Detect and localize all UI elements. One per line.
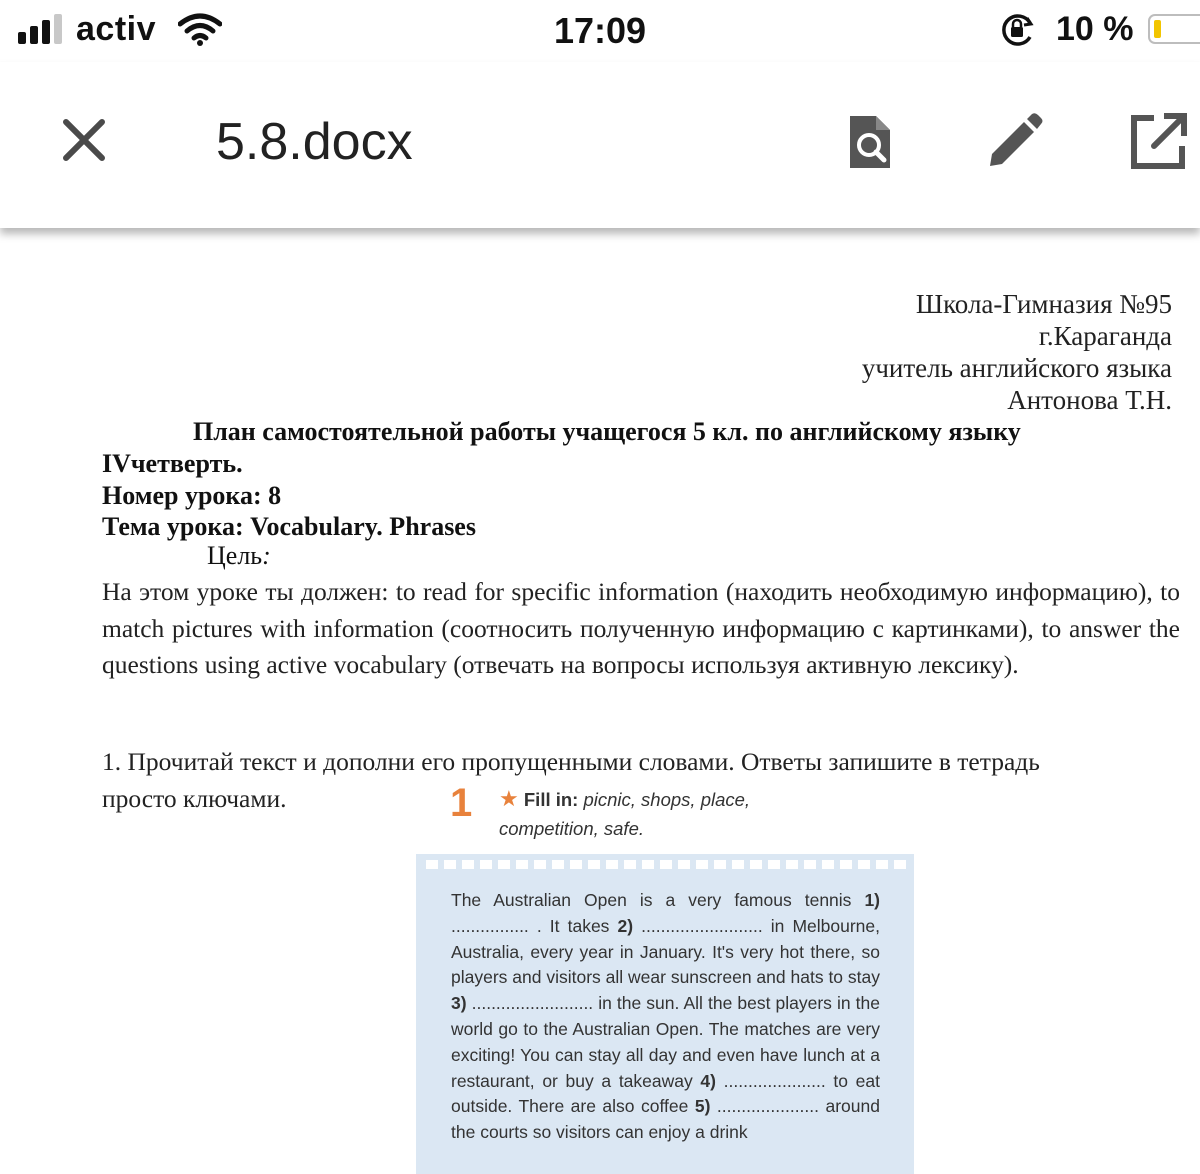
exercise-text-box [416, 854, 914, 1174]
quarter: IVчетверть. [102, 449, 243, 478]
task-line-2: просто ключами. [102, 784, 287, 813]
city: г.Караганда [1038, 321, 1172, 351]
document-toolbar [0, 62, 1200, 228]
document-title: 5.8.docx [216, 113, 413, 171]
close-icon[interactable] [56, 112, 112, 168]
lesson-number: Номер урока: 8 [102, 480, 282, 510]
goal-label: Цель: [207, 541, 271, 570]
clock: 17:09 [553, 10, 647, 51]
exercise-number: 1 [450, 781, 473, 825]
task-line-1: 1. Прочитай текст и дополни его пропущенными словами. Ответы запишите в тетрадь [102, 747, 1040, 776]
open-external-icon[interactable] [1128, 112, 1188, 172]
carrier-name: activ [76, 10, 156, 48]
exercise-instruction: ★ Fill in: picnic, shops, place, competition, safe. [499, 786, 751, 839]
orientation-lock-icon [1000, 14, 1036, 46]
battery-percentage: 10 % [1056, 10, 1134, 48]
battery-icon [1148, 14, 1200, 44]
notebook-holes [426, 860, 906, 870]
star-icon: ★ [499, 786, 519, 811]
document-page [0, 228, 1200, 1174]
teacher-role: учитель английского языка [861, 353, 1172, 383]
lesson-topic: Тема урока: Vocabulary. Phrases [102, 512, 476, 541]
school-header [862, 288, 1172, 416]
teacher-name: Антонова Т.Н. [1007, 385, 1172, 415]
status-bar [0, 0, 1200, 62]
lesson-meta [102, 448, 476, 543]
edit-pencil-icon[interactable] [984, 112, 1044, 172]
plan-title: План самостоятельной работы учащегося 5 кл. по английскому языку [193, 417, 1021, 446]
lesson-objectives: На этом уроке ты должен: to read for specific information (находить необходимую информацию), to match pictures with information (соотносить полученную информацию с картинками), to answer the questions using active vocabulary (отвечать на вопросы используя активную лексику). [102, 577, 1180, 679]
school-name: Школа-Гимназия №95 [915, 289, 1172, 319]
exercise-text: The Australian Open is a very famous tennis 1) ................ . It takes 2) ......................... in Melbourne, Australia, every year in January. It's very hot there, so players and visitors all wear sunscreen and hats to stay 3) ......................... in the sun. All the best players in the world go to the Australian Open. The matches are very exciting! You can stay all day and even have lunch at a restaurant, or buy a takeaway 4) ..................... to eat outside. There are also coffee 5) ..................... around the courts so visitors can enjoy a drink [451, 890, 881, 1143]
find-in-document-icon[interactable] [840, 112, 900, 172]
